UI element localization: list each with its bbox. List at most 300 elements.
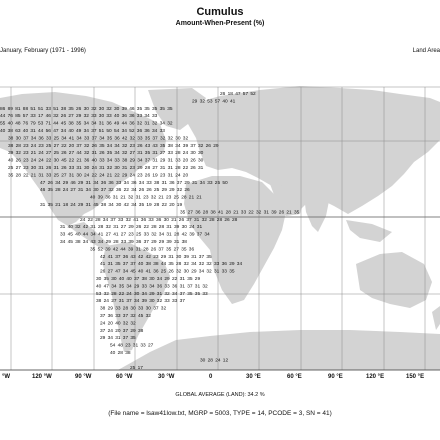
cell-value: 37 [143, 240, 149, 245]
cell-value: 31 [179, 277, 185, 282]
cell-value: 40 [90, 195, 96, 201]
cell-value: 37 [122, 262, 129, 268]
cell-value: 30 [96, 277, 102, 282]
cell-value: 31 [166, 225, 172, 231]
cell-value: 26 [190, 158, 196, 164]
cell-value: 37 [100, 314, 106, 319]
cell-value: 36 [129, 121, 135, 127]
cell-value: 34 [82, 240, 89, 245]
cell-value: 29 [161, 188, 167, 194]
cell-value: 38 [154, 180, 160, 186]
area-label: Land Area [412, 48, 440, 54]
cell-value: 35 [76, 121, 82, 127]
cell-value: 39 [121, 106, 127, 112]
cell-value: 33 [146, 180, 152, 186]
cell-value: 22 [182, 166, 189, 171]
cell-value: 37 [100, 328, 106, 334]
cell-value: 25 [136, 232, 142, 238]
cell-value: 36 [172, 284, 178, 290]
cell-value: 40 [22, 129, 29, 134]
cell-value: 35 [115, 262, 121, 268]
cell-value: 35 [181, 247, 187, 253]
cell-value: 30 [53, 158, 59, 164]
cell-value: 17 [38, 114, 44, 120]
cell-value: 34 [158, 232, 165, 238]
cell-value: 53 [96, 291, 102, 297]
cell-value: 23 [153, 254, 159, 260]
cell-value: 34 [98, 240, 104, 245]
cell-value: 31 [85, 203, 91, 208]
cell-value: 40 [138, 262, 144, 268]
cell-value: 29 [213, 143, 219, 149]
cell-value: 32 [176, 188, 183, 194]
cell-value: 29 [229, 262, 235, 268]
cell-value: 34 [121, 129, 127, 134]
cell-value: 22 [143, 225, 149, 231]
cell-value: 38 [75, 240, 81, 245]
cell-value: 29 [158, 240, 165, 245]
cell-value: 36 [221, 262, 227, 268]
cell-value: 19 [176, 203, 183, 208]
lon-label-30e: 30 °E [246, 374, 261, 380]
cell-value: 34 [122, 269, 129, 275]
cell-value: 34 [90, 232, 96, 238]
cell-value: 31 [167, 173, 173, 179]
cell-value: 33 [30, 114, 36, 120]
cell-value: 36 [129, 114, 135, 120]
cell-value: 36 [84, 158, 90, 164]
cell-value: 48 [15, 121, 21, 127]
cell-value: 35 [206, 254, 212, 260]
cell-value: 27 [129, 151, 135, 157]
cell-value: 33 [136, 114, 143, 120]
cell-value: 33 [137, 136, 143, 142]
cell-value: 31 [107, 262, 113, 268]
cell-value: 46 [70, 180, 76, 186]
cell-value: 28 [232, 217, 238, 223]
cell-value: 31 [40, 203, 46, 208]
lon-label-0: 0 [209, 374, 213, 380]
cell-value: 23 [166, 195, 172, 201]
cell-value: 45 [60, 121, 67, 127]
cell-value: 34 [137, 158, 143, 164]
cell-value: 38 [60, 106, 67, 112]
cell-value: 31 [135, 247, 141, 253]
cell-value: 32 [15, 151, 21, 157]
cell-value: 32 [183, 262, 189, 268]
cell-value: 32 [125, 217, 131, 223]
cell-value: 32 [176, 269, 182, 275]
cell-value: 44 [82, 232, 89, 238]
cell-value: 33 [91, 114, 97, 120]
cell-value: 37 [196, 232, 203, 238]
cell-value: 40 [138, 269, 144, 275]
cell-value: 21 [55, 203, 61, 208]
cell-value: 23 [125, 343, 131, 349]
cell-value: 31 [191, 254, 197, 260]
cell-value: 29 [78, 203, 84, 208]
cell-value: 34 [60, 129, 67, 134]
cell-value: 29 [128, 225, 134, 231]
cell-value: 37 [176, 180, 183, 186]
cell-value: 45 [67, 232, 73, 238]
cell-value: 32 [167, 136, 173, 142]
cell-value: 29 [192, 99, 198, 105]
cell-value: 31 [98, 121, 105, 127]
cell-value: 37 [158, 247, 164, 253]
cell-value: 37 [153, 306, 159, 312]
cell-value: 35 [160, 143, 166, 149]
cell-value: 26 [190, 166, 196, 171]
cell-value: 31 [118, 299, 125, 305]
cell-value: 32 [106, 166, 113, 171]
cell-value: 29 [191, 269, 197, 275]
cell-value: 40 [114, 114, 120, 120]
cell-value: 32 [129, 136, 135, 142]
cell-value: 44 [121, 121, 127, 127]
cell-value: 24 [62, 188, 69, 194]
cell-value: 34 [204, 232, 210, 238]
cell-value: 29 [160, 158, 166, 164]
cell-value: 63 [15, 129, 21, 134]
cell-value: 76 [7, 114, 13, 120]
cell-value: 28 [151, 225, 157, 231]
cell-value: 33 [120, 240, 127, 245]
cell-value: 31 [179, 284, 185, 290]
cell-value: 23 [137, 173, 143, 179]
cell-value: 40 [115, 321, 121, 327]
cell-value: 37 [190, 143, 196, 149]
cell-value: 31 [53, 166, 59, 171]
cell-value: 32 [91, 106, 97, 112]
cell-value: 18 [62, 203, 69, 208]
cell-value: 48 [117, 343, 123, 349]
cell-value: 30 [15, 136, 21, 142]
cell-value: 32 [53, 114, 59, 120]
cell-value: 35 [103, 277, 109, 282]
cell-value: 38 [125, 351, 131, 356]
cell-value: 20 [169, 203, 175, 208]
cell-value: 34 [123, 180, 129, 186]
cell-value: 41 [98, 232, 104, 238]
cell-value: 35 [166, 247, 172, 253]
cell-value: 33 [175, 158, 181, 164]
cell-value: 54 [110, 343, 116, 349]
cell-value: 17 [137, 365, 143, 371]
lon-label-90w: 90 °W [75, 374, 92, 380]
cell-value: 30 [181, 225, 187, 231]
cell-value: 27 [53, 143, 59, 149]
cell-value: 34 [134, 299, 140, 305]
cell-value: 26 [278, 210, 285, 216]
cell-value: 26 [146, 188, 152, 194]
cell-value: 33 [202, 291, 208, 297]
cell-value: 36 [140, 217, 147, 223]
cell-value: 41 [145, 269, 151, 275]
cell-value: 34 [83, 121, 89, 127]
cell-value: 31 [91, 151, 97, 157]
cell-value: 28 [55, 188, 61, 194]
cell-value: 22 [91, 173, 97, 179]
cell-value: 38 [100, 306, 106, 312]
cell-value: 36 [121, 114, 127, 120]
cell-value: 26 [99, 151, 105, 157]
cell-value: 31 [152, 151, 158, 157]
cell-value: 34 [114, 151, 120, 157]
cell-value: 30 [134, 291, 140, 297]
cell-value: 24 [126, 291, 132, 297]
global-average: GLOBAL AVERAGE (LAND): 34.2 % [175, 392, 265, 398]
cell-value: 39 [182, 143, 189, 149]
cell-value: 33 [240, 210, 247, 216]
cell-value: 34 [106, 143, 113, 149]
cell-value: 32 [256, 210, 262, 216]
cell-value: 34 [99, 136, 105, 142]
cell-value: 34 [83, 129, 89, 134]
cell-value: 27 [61, 173, 67, 179]
cell-value: 26 [150, 247, 157, 253]
cell-value: 24 [215, 358, 221, 364]
cell-value: 36 [106, 121, 112, 127]
cell-value: 29 [105, 240, 111, 245]
cell-value: 42 [112, 247, 119, 253]
cell-value: 31 [152, 158, 158, 164]
cell-value: 34 [126, 284, 132, 290]
cell-value: 33 [46, 173, 52, 179]
cell-value: 30 [98, 106, 105, 112]
cell-value: 20 [107, 321, 113, 327]
cell-value: 36 [108, 180, 114, 186]
cell-value: 32 [145, 314, 151, 319]
cell-value: 47 [235, 92, 241, 97]
cell-value: 88 [22, 106, 29, 112]
cell-value: 26 [205, 143, 211, 149]
cell-value: 23 [23, 166, 29, 171]
cell-value: 46 [45, 114, 51, 120]
cell-value: 31 [156, 291, 163, 297]
cell-value: 26 [60, 114, 67, 120]
cell-value: 33 [159, 129, 165, 134]
cell-value: 34 [85, 188, 91, 194]
cell-value: 39 [141, 299, 147, 305]
cell-value: 21 [188, 195, 195, 201]
cell-value: 20 [182, 158, 189, 164]
cell-value: 28 [216, 217, 223, 223]
cell-value: 31 [196, 225, 203, 231]
cell-value: 25 [53, 151, 59, 157]
cell-value: 33 [148, 217, 154, 223]
cell-value: 29 [160, 254, 167, 260]
cell-value: 28 [143, 247, 149, 253]
cell-value: 31 [78, 188, 84, 194]
cell-value: 46 [129, 106, 135, 112]
cell-value: 23 [129, 143, 135, 149]
cell-value: 24 [100, 321, 106, 327]
cell-value: 34 [131, 203, 137, 208]
cell-value: 30 [30, 166, 37, 171]
cell-value: 79 [30, 121, 36, 127]
cell-value: 43 [130, 254, 136, 260]
cell-value: 32 [108, 188, 114, 194]
cell-value: 25 [8, 166, 14, 171]
cell-value: 37 [122, 328, 129, 334]
cell-value: 28 [181, 195, 187, 201]
cell-value: 50 [106, 129, 112, 134]
cell-value: 50 [222, 180, 228, 186]
cell-value: 30 [149, 277, 155, 282]
cell-value: 31 [99, 166, 105, 171]
cell-value: 37 [179, 291, 185, 297]
cell-value: 35 [90, 247, 96, 253]
cell-value: 23 [160, 173, 166, 179]
cell-value: 32 [105, 225, 111, 231]
cell-value: 29 [62, 180, 69, 186]
cell-value: 32 [122, 143, 128, 149]
cell-value: 54 [114, 129, 120, 134]
cell-value: 33 [164, 284, 170, 290]
cell-value: 37 [144, 158, 151, 164]
cell-value: 34 [60, 240, 66, 245]
cell-value: 36 [114, 136, 120, 142]
cell-value: 31 [198, 166, 204, 171]
cell-value: 39 [271, 210, 277, 216]
cell-value: 29 [107, 306, 113, 312]
cell-value: 24 [30, 158, 37, 164]
cell-value: 56 [45, 129, 51, 134]
cell-value: 32 [152, 121, 158, 127]
cell-value: 31 [68, 173, 75, 179]
cell-value: 28 [144, 166, 151, 171]
cell-value: 28 [98, 225, 104, 231]
cell-value: 32 [201, 217, 207, 223]
cell-value: 30 [198, 158, 204, 164]
cell-value: 31 [137, 151, 143, 157]
cell-value: 19 [146, 203, 152, 208]
cell-value: 47 [53, 129, 59, 134]
cell-value: 35 [159, 106, 165, 112]
cell-value: 38 [181, 240, 187, 245]
cell-value: 24 [91, 166, 97, 171]
cell-value: 30 [163, 217, 169, 223]
cell-value: 34 [61, 136, 67, 142]
cell-value: 27 [111, 299, 117, 305]
cell-value: 33 [172, 299, 178, 305]
cell-value: 22 [114, 173, 120, 179]
cell-value: 32 [103, 291, 109, 297]
cell-value: 27 [46, 151, 52, 157]
cell-value: 30 [200, 358, 206, 364]
cell-value: 35 [8, 173, 14, 179]
cell-value: 33 [106, 114, 112, 120]
cell-value: 23 [143, 195, 149, 201]
cell-value: 36 [144, 129, 150, 134]
cell-value: 31 [112, 195, 119, 201]
cell-value: 38 [96, 299, 102, 305]
cell-value: 36 [105, 195, 111, 201]
cell-value: 41 [100, 262, 106, 268]
cell-value: 32 [130, 314, 136, 319]
cell-value: 34 [106, 158, 113, 164]
cell-value: 33 [84, 136, 90, 142]
cell-value: 51 [98, 129, 105, 134]
cell-value: 43 [90, 240, 96, 245]
cell-value: 47 [103, 284, 109, 290]
cell-value: 27 [70, 188, 76, 194]
cell-value: 20 [115, 328, 121, 334]
cell-value: 34 [198, 269, 205, 275]
cell-value: 49 [114, 121, 120, 127]
cell-value: 38 [68, 121, 74, 127]
cell-value: 37 [126, 299, 132, 305]
cell-value: 38 [167, 143, 173, 149]
cell-value: 35 [144, 106, 150, 112]
cell-value: 22 [61, 143, 67, 149]
cell-value: 40 [0, 129, 6, 134]
cell-value: 34 [108, 203, 114, 208]
cell-value: 34 [138, 180, 145, 186]
cell-value: 33 [214, 262, 220, 268]
cell-value: 45 [67, 240, 73, 245]
cell-value: 26 [100, 269, 106, 275]
cell-value: 34 [107, 336, 113, 342]
cell-value: 32 [206, 269, 212, 275]
cell-value: 21 [30, 151, 37, 157]
cell-value: 53 [207, 99, 213, 105]
cell-value: 26 [144, 173, 151, 179]
cell-value: 26 [220, 92, 226, 97]
cell-value: 36 [38, 136, 44, 142]
lon-label-90e: 90 °E [328, 374, 343, 380]
cell-value: 32 [122, 321, 129, 327]
cell-value: 25 [130, 365, 136, 371]
cell-value: 35 [130, 336, 136, 342]
cell-value: 29 [78, 180, 84, 186]
cell-value: 34 [149, 284, 155, 290]
cell-value: 24 [80, 217, 86, 223]
cell-value: 40 [67, 225, 73, 231]
cell-value: 28 [111, 291, 117, 297]
cell-value: 26 [138, 188, 145, 194]
cell-value: 41 [107, 254, 113, 260]
cell-value: 51 [38, 106, 44, 112]
cell-value: 30 [114, 106, 120, 112]
cell-value: 21 [171, 217, 177, 223]
cell-value: 30 [176, 254, 182, 260]
cell-value: 31 [144, 121, 150, 127]
cell-value: 42 [145, 254, 151, 260]
cell-value: 36 [131, 180, 137, 186]
cell-value: 26 [91, 143, 97, 149]
cell-value: 29 [164, 277, 170, 282]
cell-value: 31 [30, 129, 36, 134]
cell-value: 32 [160, 136, 166, 142]
cell-value: 33 [221, 269, 227, 275]
cell-value: 32 [84, 151, 90, 157]
cell-value: 45 [61, 158, 67, 164]
cell-value: 39 [189, 232, 195, 238]
cell-value: 38 [8, 136, 14, 142]
cell-value: 51 [30, 106, 36, 112]
cell-value: 35 [144, 136, 151, 142]
cell-value: 24 [103, 299, 109, 305]
cell-value: 29 [134, 284, 140, 290]
cell-value: 35 [138, 203, 145, 208]
cell-value: 26 [61, 151, 67, 157]
lon-label-60e: 60 °E [287, 374, 302, 380]
cell-value: 34 [141, 291, 147, 297]
cell-value: 34 [172, 291, 178, 297]
cell-value: 31 [166, 232, 172, 238]
